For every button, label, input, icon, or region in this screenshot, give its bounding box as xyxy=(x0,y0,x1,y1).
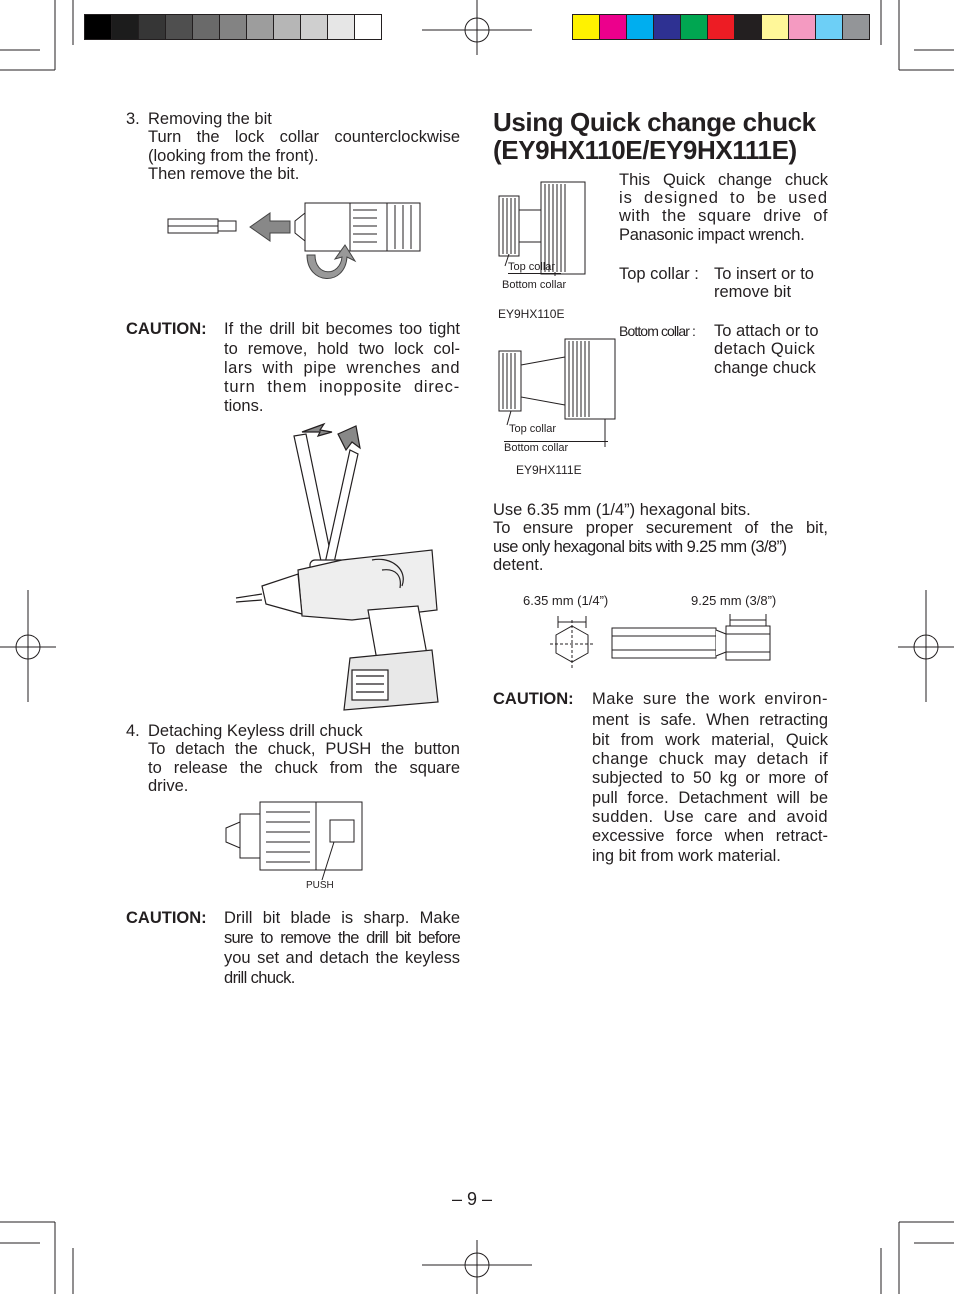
rotate-arrow-icon xyxy=(338,426,360,450)
caution-line: drill chuck. xyxy=(224,969,295,987)
top-collar-label: Top collar xyxy=(509,423,557,435)
bottom-collar-label: Bottom collar xyxy=(504,441,608,454)
caution-line: ment is safe. When retracting xyxy=(592,711,828,729)
page-number: – 9 – xyxy=(452,1189,493,1209)
caution-line: excessive force when retract- xyxy=(592,827,828,845)
caution-line: ing bit from work material. xyxy=(592,847,781,865)
top-collar-term: Top collar : xyxy=(619,265,699,283)
remove-bit-illustration xyxy=(165,185,425,295)
caution-line: lars with pipe wrenches and xyxy=(224,359,460,377)
caution-line: subjected to 50 kg or more of xyxy=(592,769,828,787)
caution-line: If the drill bit becomes too tight xyxy=(224,320,460,338)
bits-line: To ensure proper securement of the bit, xyxy=(493,519,828,537)
bits-line: detent. xyxy=(493,556,544,574)
bottom-collar-label: Bottom collar xyxy=(502,279,567,291)
bottom-collar-desc: To attach or to xyxy=(714,322,819,340)
model-label: EY9HX111E xyxy=(516,463,582,477)
top-collar-desc: To insert or to xyxy=(714,265,814,283)
step-4-line: to release the chuck from the square xyxy=(148,759,460,777)
step-3-title: Removing the bit xyxy=(148,110,272,128)
caution-line: you set and detach the keyless xyxy=(224,949,460,967)
step-4-title: Detaching Keyless drill chuck xyxy=(148,722,363,740)
bottom-collar-desc: detach Quick xyxy=(714,340,816,358)
caution-line: pull force. Detachment will be xyxy=(592,789,828,807)
step-3-line: Turn the lock collar counterclockwise xyxy=(148,128,460,146)
step-4-number: 4. xyxy=(126,722,140,740)
hex-bit-illustration xyxy=(540,612,780,672)
model-label: EY9HX110E xyxy=(498,307,565,321)
step-3-number: 3. xyxy=(126,110,140,128)
section-heading-line: Using Quick change chuck xyxy=(493,107,816,137)
bottom-collar-term: Bottom collar : xyxy=(619,323,695,339)
caution-line: Make sure the work environ- xyxy=(592,690,828,708)
top-collar-label: Top collar xyxy=(508,261,561,274)
pipe-wrench-illustration xyxy=(232,420,442,710)
caution-label: CAUTION: xyxy=(126,320,207,338)
dimension-label: 9.25 mm (3/8”) xyxy=(691,593,777,608)
push-label: PUSH xyxy=(306,880,334,891)
caution-line: sudden. Use care and avoid xyxy=(592,808,828,826)
step-4-line: To detach the chuck, PUSH the button xyxy=(148,740,460,758)
caution-line: change chuck may detach if xyxy=(592,750,828,768)
keyless-chuck-illustration xyxy=(222,798,372,878)
caution-line: turn them inopposite direc- xyxy=(224,378,460,396)
step-4-line: drive. xyxy=(148,777,189,795)
top-collar-desc: remove bit xyxy=(714,283,792,301)
bits-line: use only hexagonal bits with 9.25 mm (3/8”) xyxy=(493,538,787,556)
bits-line: Use 6.35 mm (1/4”) hexagonal bits. xyxy=(493,501,751,519)
caution-line: tions. xyxy=(224,397,264,415)
section-heading xyxy=(493,108,816,164)
caution-line: sure to remove the drill bit before xyxy=(224,929,460,947)
step-3-line: Then remove the bit. xyxy=(148,165,300,183)
intro-line: with the square drive of xyxy=(619,207,828,225)
arrow-left-icon xyxy=(250,213,290,241)
section-heading-line: (EY9HX110E/EY9HX111E) xyxy=(493,135,797,165)
caution-line: bit from work material, Quick xyxy=(592,731,828,749)
push-button-icon xyxy=(330,820,354,842)
intro-line: This Quick change chuck xyxy=(619,171,828,189)
intro-line: is designed to be used xyxy=(619,189,828,207)
intro-line: Panasonic impact wrench. xyxy=(619,226,805,244)
step-3-line: (looking from the front). xyxy=(148,147,319,165)
bottom-collar-desc: change chuck xyxy=(714,359,816,377)
caution-label: CAUTION: xyxy=(493,690,574,708)
caution-line: Drill bit blade is sharp. Make xyxy=(224,909,460,927)
caution-line: to remove, hold two lock col- xyxy=(224,340,460,358)
dimension-label: 6.35 mm (1/4”) xyxy=(523,593,609,608)
caution-label: CAUTION: xyxy=(126,909,207,927)
